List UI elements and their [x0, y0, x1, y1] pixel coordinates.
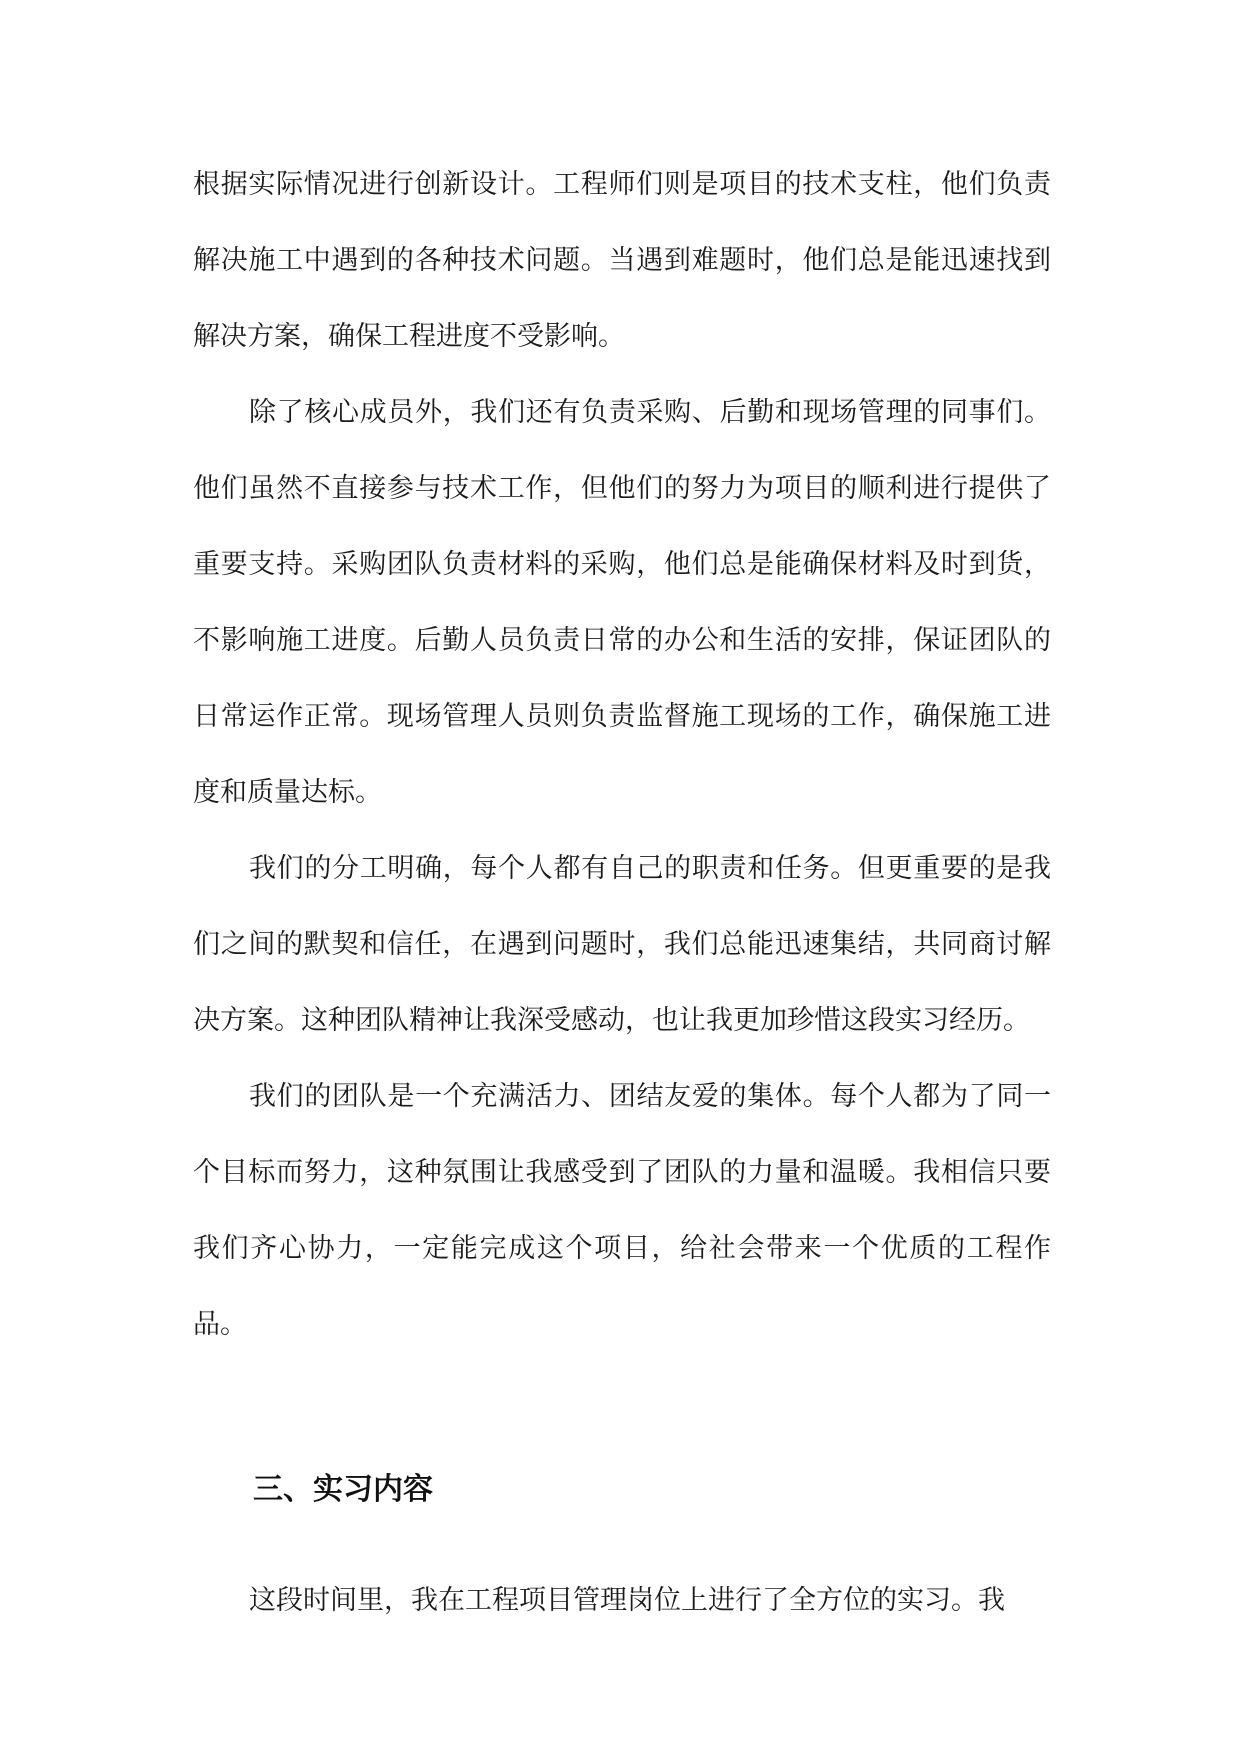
paragraph-team-spirit: 我们的团队是一个充满活力、团结友爱的集体。每个人都为了同一个目标而努力，这种氛围让我感受到了团队的力量和温暖。我相信只要我们齐心协力，一定能完成这个项目，给社会带来一个优质的工程作品。: [193, 1081, 1051, 1340]
document-body: [193, 147, 1051, 1363]
paragraph-division-of-labor: 我们的分工明确，每个人都有自己的职责和任务。但更重要的是我们之间的默契和信任，在遇到问题时，我们总能迅速集结，共同商讨解决方案。这种团队精神让我深受感动，也让我更加珍惜这段实习经历。: [193, 853, 1051, 1036]
paragraph-continued: 根据实际情况进行创新设计。工程师们则是项目的技术支柱，他们负责解决施工中遇到的各种技术问题。当遇到难题时，他们总是能迅速找到解决方案，确保工程进度不受影响。: [193, 169, 1051, 352]
paragraph-internship-content: 这段时间里，我在工程项目管理岗位上进行了全方位的实习。我: [249, 1585, 1005, 1616]
paragraph-support-staff: 除了核心成员外，我们还有负责采购、后勤和现场管理的同事们。他们虽然不直接参与技术工作，但他们的努力为项目的顺利进行提供了重要支持。采购团队负责材料的采购，他们总是能确保材料及时到货，不影响施工进度。后勤人员负责日常的办公和生活的安排，保证团队的日常运作正常。现场管理人员则负责监督施工现场的工作，确保施工进度和质量达标。: [193, 397, 1051, 808]
section-heading: 三、实习内容: [253, 1472, 433, 1507]
